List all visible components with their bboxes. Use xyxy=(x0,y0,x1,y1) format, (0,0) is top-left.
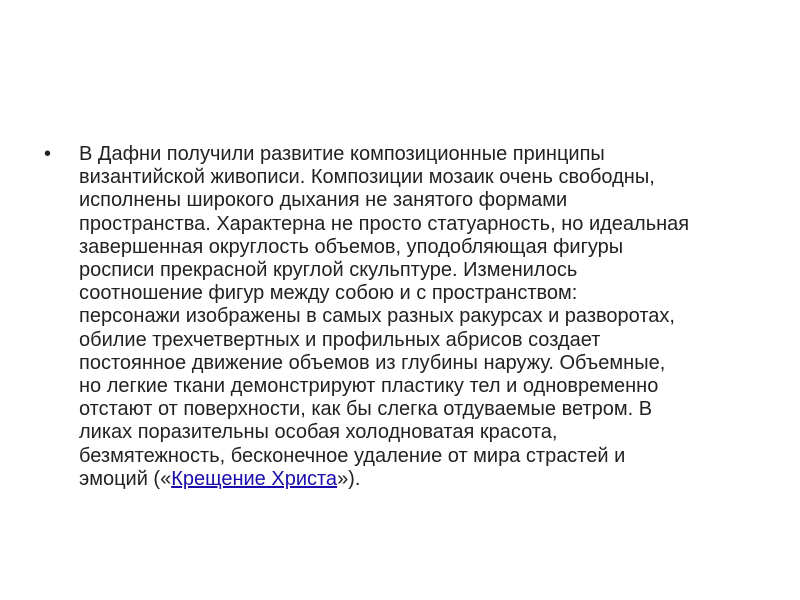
bullet-point: • xyxy=(44,143,52,165)
baptism-of-christ-link[interactable]: Крещение Христа xyxy=(171,467,338,490)
bullet-paragraph xyxy=(44,143,764,491)
paragraph-ending: »). xyxy=(337,467,361,490)
paragraph-body: В Дафни получили развитие композиционные принципы византийской живописи. Композиции мозаик очень свободны, исполнены широкого дыхания не занятого формами пространства. Характерна не просто статуарность, но идеальная завершенная округлость объемов, уподобляющая фигуры росписи прекрасной круглой скульптуре. Изменилось соотношение фигур между собою и с пространством: персонажи изображены в самых разных ракурсах и разворотах, обилие трехчетвертных и профильных абрисов создает постоянное движение объемов из глубины наружу. Объемные, но легкие ткани демонстрируют пластику тел и одновременно отстают от поверхности, как бы слегка отдуваемые ветром. В ликах поразительны особая холодноватая красота, безмятежность, бесконечное удаление от мира страстей и эмоций (« xyxy=(79,143,690,490)
paragraph-text xyxy=(79,143,764,491)
